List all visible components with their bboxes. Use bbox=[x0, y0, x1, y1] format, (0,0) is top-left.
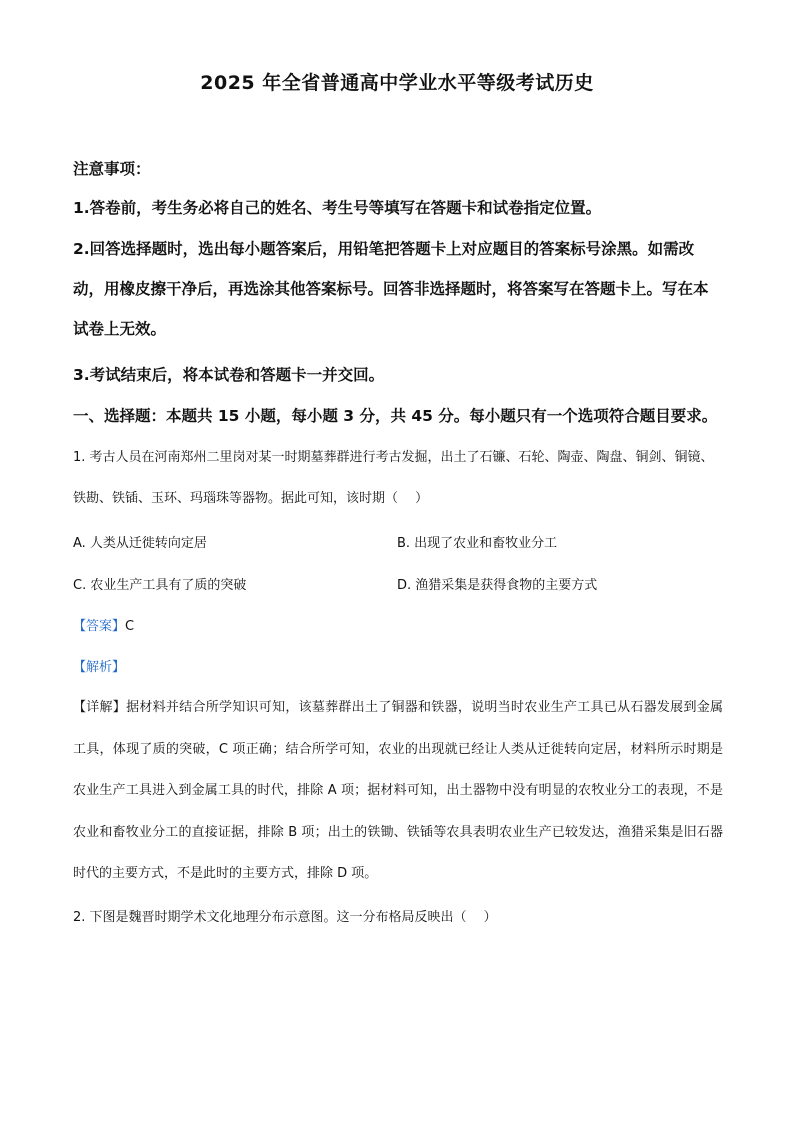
notice-heading: 注意事项： bbox=[73, 160, 151, 178]
answer-value: C bbox=[125, 619, 135, 634]
option-d: D. 渔猎采集是获得食物的主要方式 bbox=[397, 578, 598, 593]
detail-paragraph bbox=[73, 687, 723, 895]
answer-tag: 【答案】 bbox=[73, 619, 126, 634]
rule-2: 2.回答选择题时，选出每小题答案后，用铅笔把答题卡上对应题目的答案标号涂黑。如需改动，用橡皮擦干净后，再选涂其他答案标号。回答非选择题时，将答案写在答题卡上。写在本试卷上无效。 bbox=[73, 240, 709, 338]
analysis-tag bbox=[73, 656, 125, 675]
section-heading: 一、选择题：本题共 15 小题，每小题 3 分，共 45 分。每小题只有一个选项符合题目要求。 bbox=[73, 407, 718, 425]
option-c: C. 农业生产工具有了质的突破 bbox=[73, 578, 247, 593]
question-1-stem: 1. 考古人员在河南郑州二里岗对某一时期墓葬群进行考古发掘，出土了石镰、石轮、陶壶、陶盘、铜剑、铜镜、铁勘、铁锸、玉环、玛瑙珠等器物。据此可知，该时期（ ） bbox=[73, 450, 714, 506]
rule-3: 3.考试结束后，将本试卷和答题卡一并交回。 bbox=[73, 366, 385, 384]
option-a: A. 人类从迁徙转向定居 bbox=[73, 536, 207, 551]
exam-title: 2025 年全省普通高中学业水平等级考试历史 bbox=[200, 72, 594, 94]
detail-text: 据材料并结合所学知识可知，该墓葬群出土了铜器和铁器，说明当时农业生产工具已从石器发展到金属工具，体现了质的突破，C 项正确；结合所学可知，农业的出现就已经让人类从迁徙转向定居，材料所示时期是农业生产工具进入到金属工具的时代，排除 A 项；据材料可知，出土器物中没有明显的农牧业分工的表现，不是农业和畜牧业分工的直接证据，排除 B 项；出土的铁锄、铁锸等农具表明农业生产已较发达，渔猎采集是旧石器时代的主要方式，不是此时的主要方式，排除 D 项。 bbox=[73, 700, 723, 881]
answer-line bbox=[73, 615, 134, 634]
question-2-stem: 2. 下图是魏晋时期学术文化地理分布示意图。这一分布格局反映出（ ） bbox=[73, 910, 497, 925]
rule-1: 1.答卷前，考生务必将自己的姓名、考生号等填写在答题卡和试卷指定位置。 bbox=[73, 199, 602, 217]
analysis-label: 【解析】 bbox=[73, 660, 126, 675]
option-b: B. 出现了农业和畜牧业分工 bbox=[397, 536, 558, 551]
detail-tag: 【详解】 bbox=[73, 700, 127, 715]
